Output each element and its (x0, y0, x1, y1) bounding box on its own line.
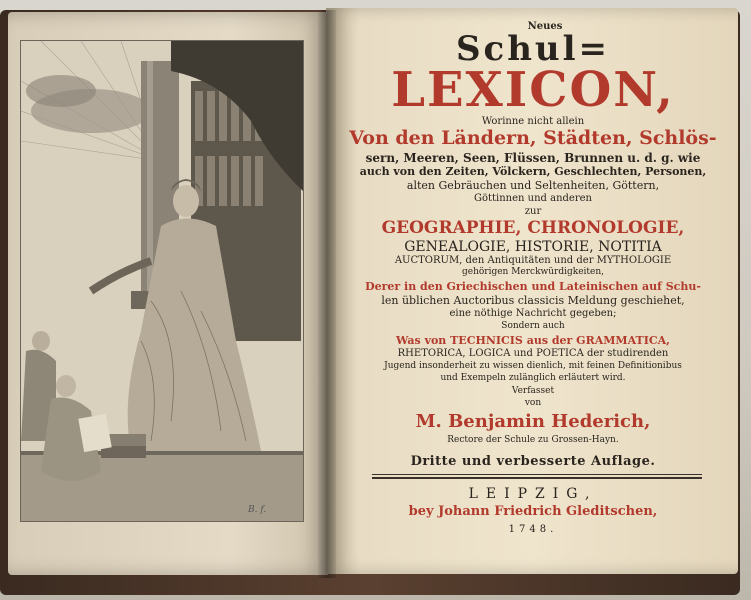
title-line-5: Von den Ländern, Städten, Schlös- (349, 127, 717, 149)
title-line-23: Verfasset (511, 386, 555, 396)
title-line-12: GENEALOGIE, HISTORIE, NOTITIA (404, 239, 662, 255)
engraver-signature: B. f. (248, 505, 267, 515)
title-line-11: GEOGRAPHIE, CHRONOLOGIE, (381, 218, 685, 238)
publication-year: 1748. (508, 524, 558, 535)
title-line-22: und Exempeln zulänglich erläutert wird. (440, 373, 626, 383)
title-line-17: eine nöthige Nachricht gegeben; (449, 308, 617, 319)
title-schul: Schul= (455, 29, 611, 69)
publisher: bey Johann Friedrich Gleditschen, (408, 504, 658, 519)
title-line-neues: Neues (527, 21, 563, 32)
title-line-8: alten Gebräuchen und Seltenheiten, Göttern, (406, 179, 660, 192)
title-line-4: Worinne nicht allein (481, 116, 585, 127)
divider-rule-thick (372, 477, 702, 479)
title-lexicon: LEXICON, (391, 62, 675, 118)
title-line-15: Derer in den Griechischen und Lateinischen auf Schu- (365, 280, 701, 293)
title-line-14: gehörigen Merckwürdigkeiten, (461, 267, 605, 277)
divider-rule (372, 474, 702, 475)
author-title: Rectore der Schule zu Grossen-Hayn. (447, 435, 619, 445)
title-line-16: len üblichen Auctoribus classicis Meldung geschiehet, (381, 294, 685, 307)
title-line-19: Was von TECHNICIS aus der GRAMMATICA, (396, 334, 670, 347)
title-line-9: Göttinnen und anderen (474, 193, 592, 204)
frontispiece-engraving (20, 40, 304, 522)
place-of-publication: LEIPZIG, (468, 486, 598, 502)
engraving-illustration (21, 41, 303, 521)
title-line-10: zur (524, 206, 542, 217)
title-line-6: sern, Meeren, Seen, Flüssen, Brunnen u. d. g. wie (365, 151, 701, 165)
book-gutter (318, 10, 336, 578)
title-line-24: von (524, 398, 542, 408)
title-line-18: Sondern auch (501, 321, 565, 331)
title-line-13: AUCTORUM, den Antiquitäten und der MYTHOLOGIE (394, 255, 672, 266)
title-line-7: auch von den Zeiten, Völckern, Geschlechten, Personen, (359, 165, 707, 178)
author-name: M. Benjamin Hederich, (415, 411, 651, 432)
title-line-20: RHETORICA, LOGICA und POETICA der studirenden (397, 348, 669, 359)
title-line-21: Jugend insonderheit zu wissen dienlich, mit feinen Definitionibus (384, 361, 682, 371)
edition-line: Dritte und verbesserte Auflage. (410, 454, 656, 469)
